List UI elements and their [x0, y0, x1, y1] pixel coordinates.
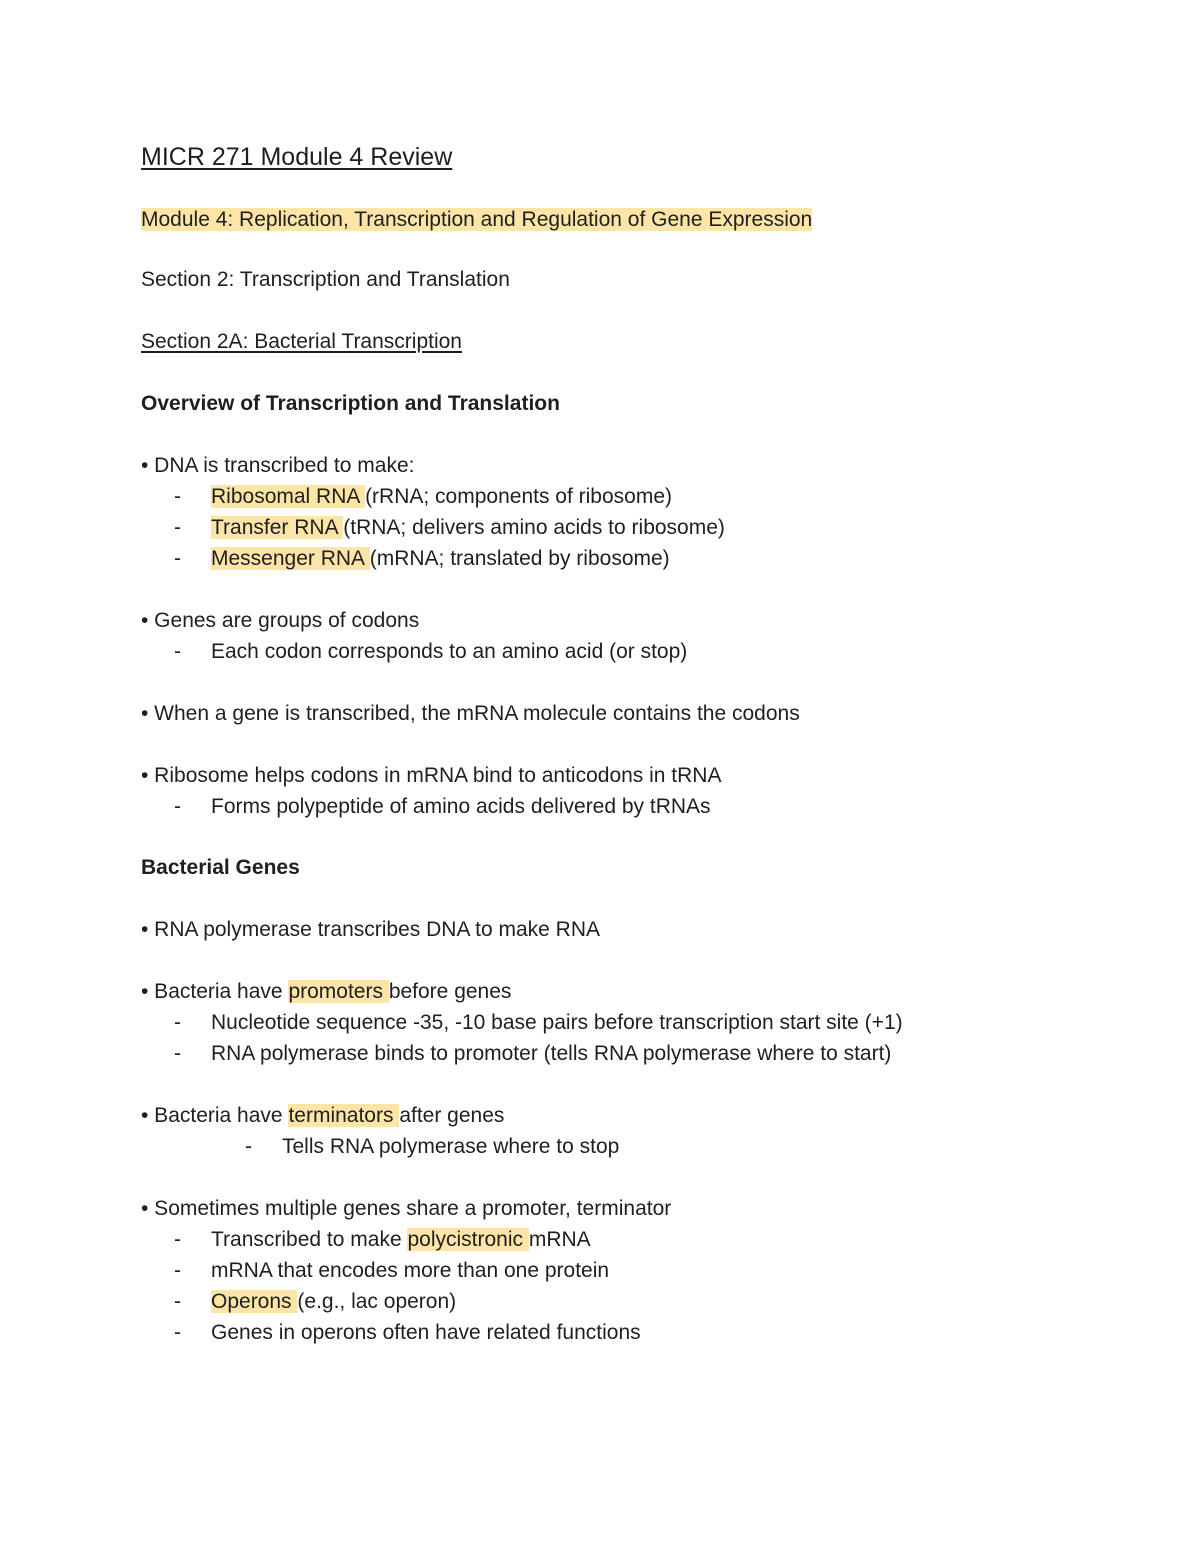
- sub-item-where-to-stop: Tells RNA polymerase where to stop: [282, 1135, 620, 1158]
- sub-item-polypeptide: Forms polypeptide of amino acids delivered by tRNAs: [211, 795, 711, 818]
- sub-item-related-functions: Genes in operons often have related functions: [211, 1321, 641, 1344]
- dash-marker: -: [174, 640, 181, 663]
- bacterial-genes-heading: Bacterial Genes: [141, 856, 300, 879]
- bullet-promoters-post: before genes: [388, 980, 512, 1003]
- dash-marker: -: [174, 516, 181, 539]
- dash-marker: -: [174, 795, 181, 818]
- section-title: Section 2: Transcription and Translation: [141, 268, 510, 291]
- subsection-title: Section 2A: Bacterial Transcription: [141, 330, 462, 353]
- document-title: MICR 271 Module 4 Review: [141, 143, 453, 171]
- bullet-promoters-pre: • Bacteria have: [141, 980, 289, 1003]
- bullet-terminators-post: after genes: [399, 1104, 505, 1127]
- bullet-terminators-pre: • Bacteria have: [141, 1104, 289, 1127]
- sub-item-binds-promoter: RNA polymerase binds to promoter (tells RNA polymerase where to start): [211, 1042, 892, 1065]
- dash-marker: -: [174, 1321, 181, 1344]
- highlight-rrna: Ribosomal RNA: [211, 485, 366, 508]
- dash-marker: -: [174, 1228, 181, 1251]
- sub-item-codon-amino: Each codon corresponds to an amino acid (or stop): [211, 640, 688, 663]
- bullet-ribosome: • Ribosome helps codons in mRNA bind to anticodons in tRNA: [141, 764, 722, 787]
- sub-item-trna: [211, 514, 725, 542]
- sub-item-polycistronic: [211, 1226, 591, 1254]
- module-title-text: Module 4: Replication, Transcription and Regulation of Gene Expression: [141, 208, 813, 231]
- dash-marker: -: [174, 547, 181, 570]
- dash-marker: -: [174, 1011, 181, 1034]
- bullet-gene-transcribed: • When a gene is transcribed, the mRNA molecule contains the codons: [141, 702, 800, 725]
- bullet-promoters: [141, 978, 511, 1006]
- sub-item-polycistronic-pre: Transcribed to make: [211, 1228, 408, 1251]
- bullet-dna-transcribed: • DNA is transcribed to make:: [141, 454, 415, 477]
- sub-item-mrna: [211, 545, 670, 573]
- bullet-multiple-genes: • Sometimes multiple genes share a promoter, terminator: [141, 1197, 672, 1220]
- highlight-trna: Transfer RNA: [211, 516, 344, 539]
- dash-marker: -: [174, 1290, 181, 1313]
- module-title: [141, 206, 812, 234]
- bullet-genes-codons: • Genes are groups of codons: [141, 609, 420, 632]
- sub-item-polycistronic-post: mRNA: [528, 1228, 591, 1251]
- sub-item-trna-rest: (tRNA; delivers amino acids to ribosome): [343, 516, 725, 539]
- sub-item-mrna-rest: (mRNA; translated by ribosome): [369, 547, 670, 570]
- sub-item-rrna-rest: (rRNA; components of ribosome): [365, 485, 673, 508]
- bullet-terminators: [141, 1102, 504, 1130]
- bullet-rna-polymerase: • RNA polymerase transcribes DNA to make RNA: [141, 918, 601, 941]
- dash-marker: -: [245, 1135, 252, 1158]
- highlight-terminators: terminators: [288, 1104, 400, 1127]
- sub-item-operons: [211, 1288, 456, 1316]
- sub-item-rrna: [211, 483, 672, 511]
- highlight-mrna: Messenger RNA: [211, 547, 370, 570]
- highlight-promoters: promoters: [288, 980, 389, 1003]
- sub-item-nucleotide-sequence: Nucleotide sequence -35, -10 base pairs before transcription start site (+1): [211, 1011, 903, 1034]
- highlight-polycistronic: polycistronic: [407, 1228, 529, 1251]
- overview-heading: Overview of Transcription and Translation: [141, 392, 560, 415]
- dash-marker: -: [174, 1042, 181, 1065]
- dash-marker: -: [174, 485, 181, 508]
- sub-item-encodes-protein: mRNA that encodes more than one protein: [211, 1259, 610, 1282]
- dash-marker: -: [174, 1259, 181, 1282]
- highlight-operons: Operons: [211, 1290, 298, 1313]
- sub-item-operons-rest: (e.g., lac operon): [297, 1290, 457, 1313]
